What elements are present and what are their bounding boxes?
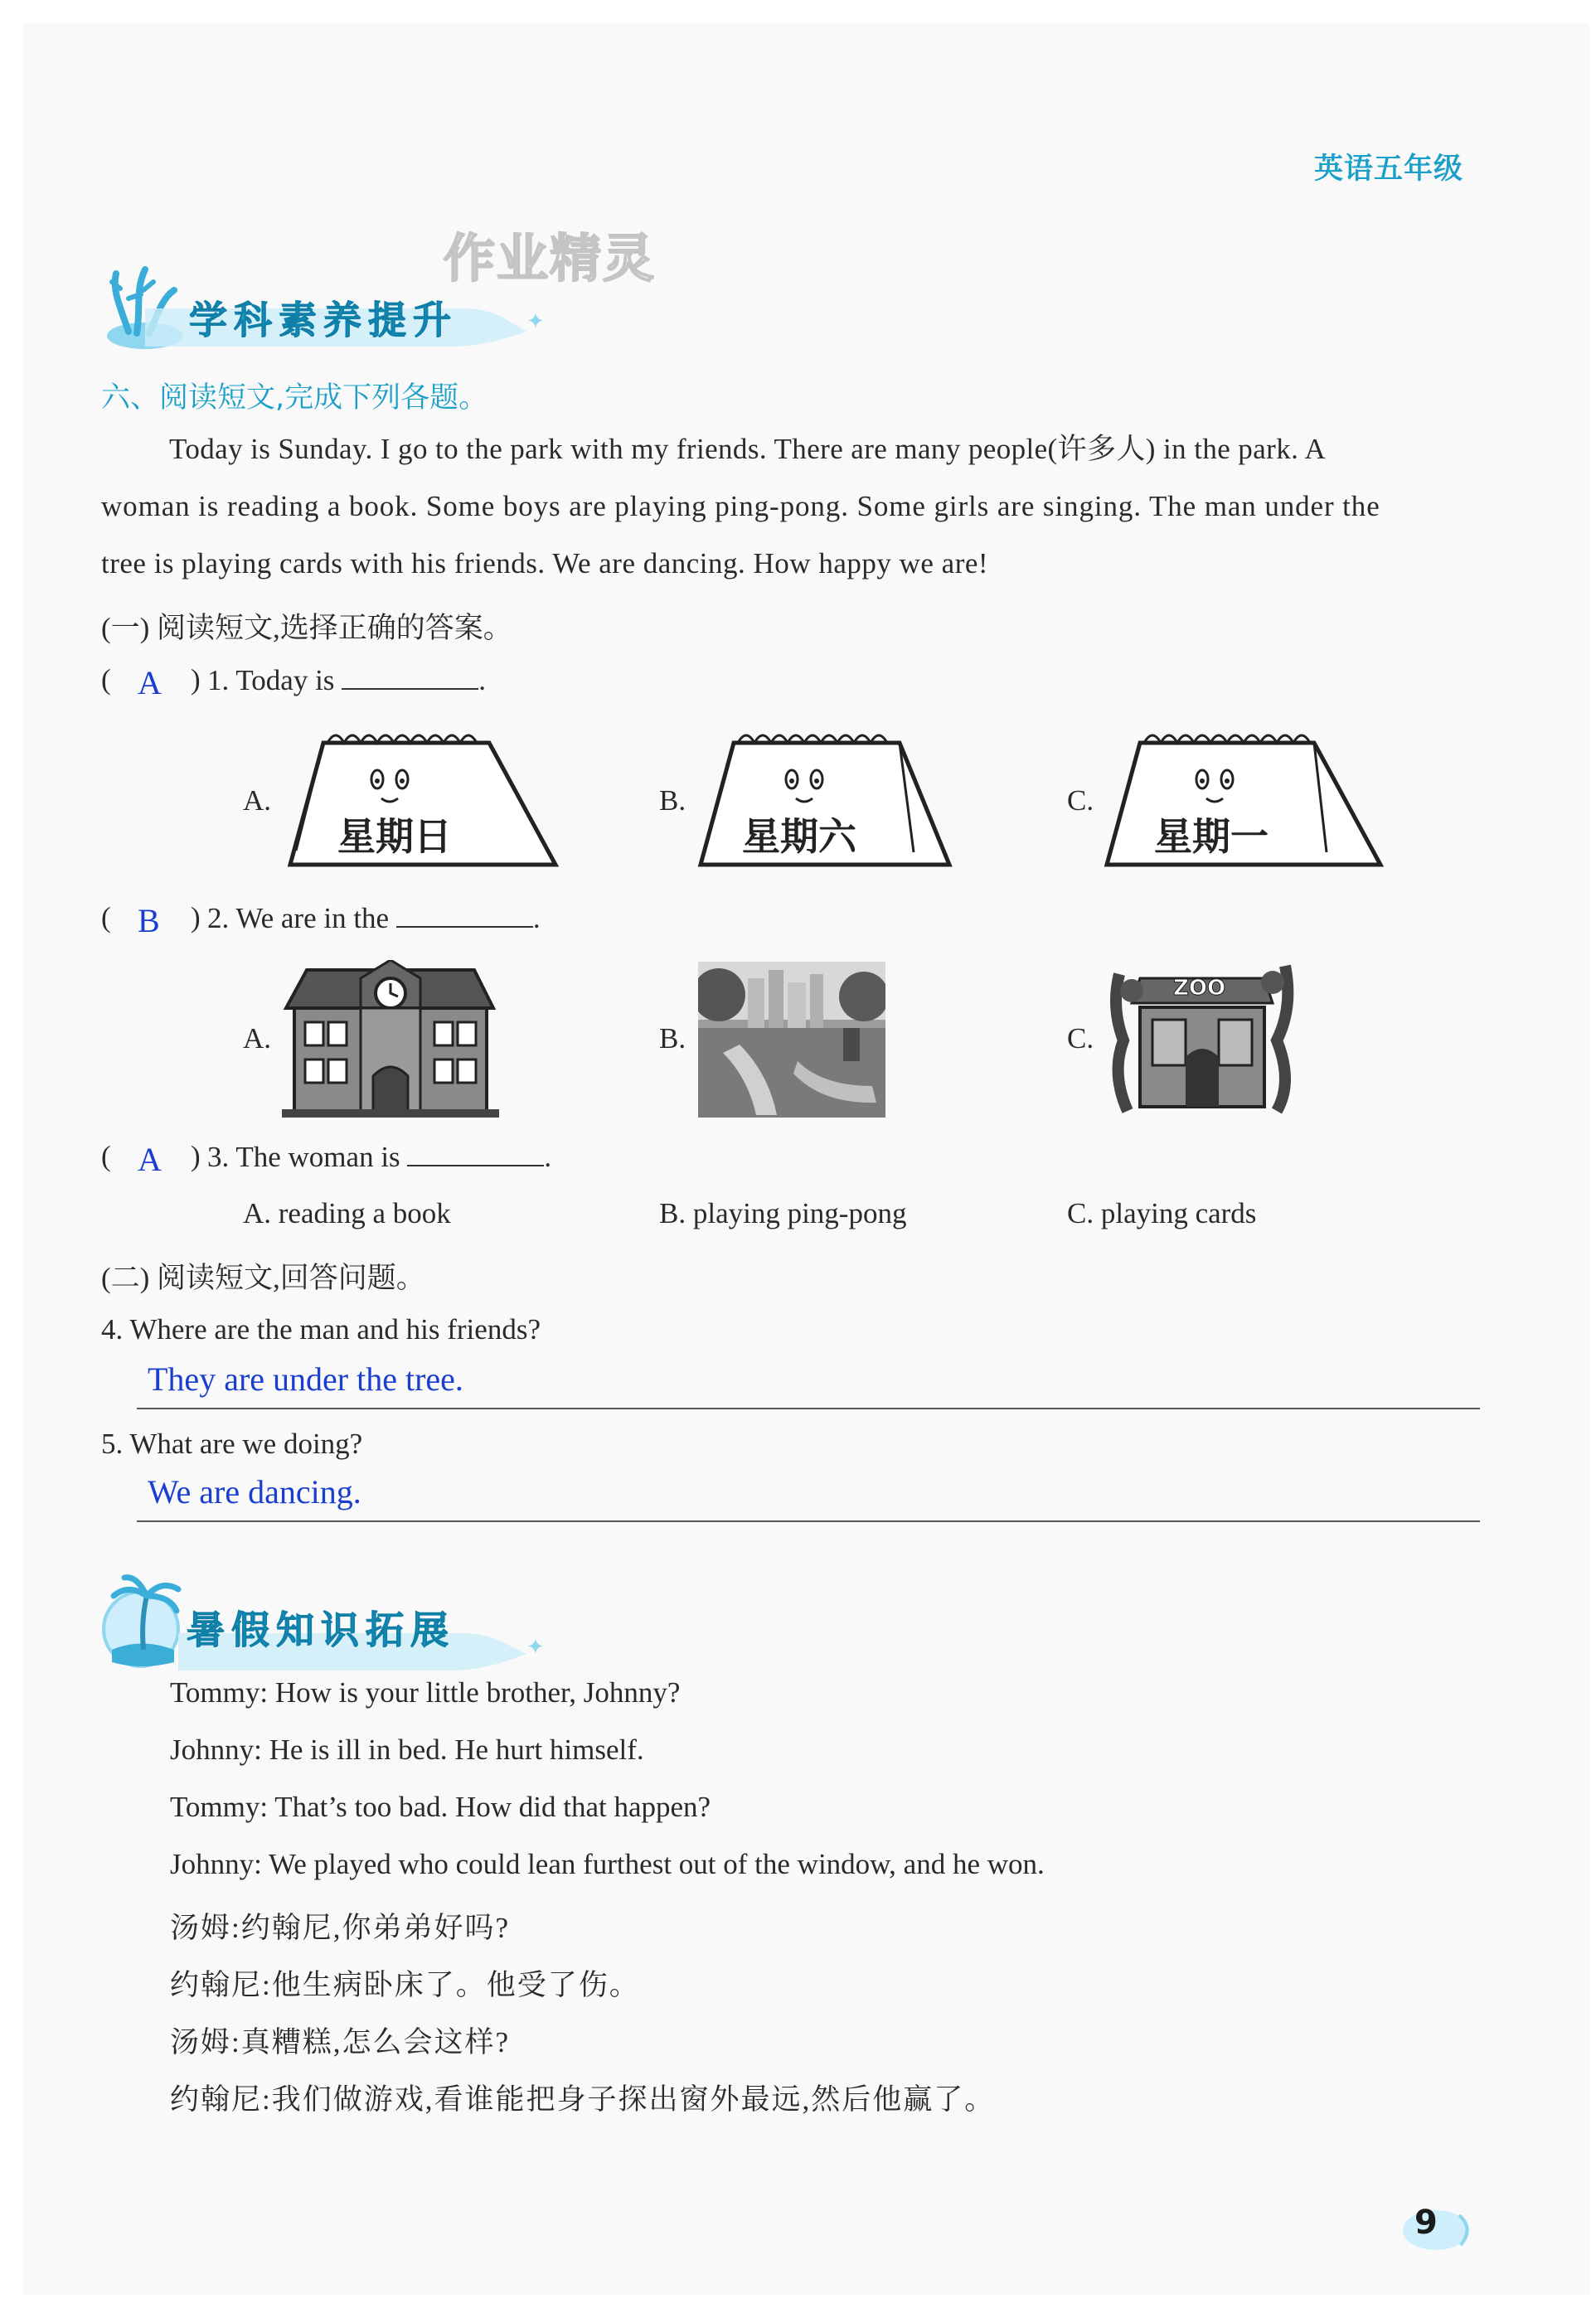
q3-option-b: B. playing ping-pong [659,1197,907,1229]
q1-option-b-label: B. [659,784,686,817]
svg-text:✦: ✦ [526,1635,545,1659]
q3-paren-open: ( [101,1140,111,1172]
dialogue-line [170,1791,1045,1848]
q2-option-b-label: B. [659,1022,686,1055]
speaker: Tommy: [170,1676,269,1709]
q2-answer: B [138,902,160,939]
line-text: How is your little brother, Johnny? [274,1676,681,1709]
zoo-sign: ZOO [1173,976,1226,1001]
q3-option-a: A. reading a book [243,1197,451,1229]
zoo-gate-image [1107,958,1298,1119]
line-text: That’s too bad. How did that happen? [274,1791,711,1823]
watermark: 作业精灵 [444,228,657,289]
q3-paren-close: ) [191,1140,201,1172]
line-text: He is ill in bed. He hurt himself. [269,1734,644,1766]
q1-paren-close: ) [191,663,201,696]
calendar-text: 星期日 [337,814,452,859]
q2-end: . [532,902,541,934]
calendar-text: 星期六 [742,814,856,859]
q1-end: . [478,664,486,696]
q2-option-a-label: A. [243,1022,272,1055]
dialogue-line [170,1848,1045,1905]
calendar-monday-image [1103,728,1385,873]
q2-option-c-label: C. [1067,1022,1094,1055]
translation-line: 汤姆:真糟糕,怎么会这样? [170,2026,511,2058]
speaker: Johnny: [170,1734,262,1766]
q3-blank[interactable] [407,1140,544,1166]
translation-line: 约翰尼:我们做游戏,看谁能把身子探出窗外最远,然后他赢了。 [170,2083,996,2116]
q4-answer-line [137,1408,1480,1409]
q3-end: . [544,1141,552,1173]
translation-line: 汤姆:约翰尼,你弟弟好吗? [170,1912,511,1944]
q4-answer[interactable]: They are under the tree. [148,1360,463,1398]
dialogue-line [170,1676,1045,1734]
exercise-heading: 六、阅读短文,完成下列各题。 [101,381,488,415]
passage-line: woman is reading a book. Some boys are playing ping-pong. Some girls are singing. The man under the [101,490,1380,522]
speaker: Johnny: [170,1848,262,1880]
dialogue-line [170,1734,1045,1791]
translation-line: 约翰尼:他生病卧床了。他受了伤。 [170,1969,640,2001]
q3-answer: A [138,1141,162,1178]
q3-question [207,1140,551,1174]
q1-answer: A [138,664,162,701]
q1-option-c-label: C. [1067,784,1094,817]
q1-question [207,663,486,697]
q2-question [207,901,541,935]
part2-heading: (二) 阅读短文,回答问题。 [101,1262,425,1294]
page-number: 9 [1414,2204,1438,2242]
q1-blank[interactable] [342,663,478,690]
grade-label: 英语五年级 [1314,153,1464,186]
q2-text: 2. We are in the [207,902,390,934]
q4-question: 4. Where are the man and his friends? [101,1313,541,1346]
calendar-saturday-image [696,728,970,873]
part1-heading: (一) 阅读短文,选择正确的答案。 [101,612,512,644]
school-building-image [282,960,499,1119]
q2-paren-close: ) [191,901,201,933]
park-playground-image [698,962,885,1118]
dialogue-english [170,1676,1045,2134]
q1-paren-open: ( [101,663,111,696]
q2-paren-open: ( [101,901,111,933]
q3-option-c: C. playing cards [1067,1197,1257,1229]
q5-answer[interactable]: We are dancing. [148,1473,361,1510]
section-title-literacy: 学科素养提升 [189,298,458,342]
calendar-sunday-image [286,728,560,873]
q1-option-a-label: A. [243,784,272,817]
passage-line: tree is playing cards with his friends. We are dancing. How happy we are! [101,547,989,579]
q1-text: 1. Today is [207,664,335,696]
q5-answer-line [137,1520,1480,1522]
q3-text: 3. The woman is [207,1141,400,1173]
svg-text:✦: ✦ [526,309,545,333]
reading-passage [101,420,1490,592]
page-number-badge [1401,2205,1476,2255]
section-title-summer: 暑假知识拓展 [187,1607,455,1652]
speaker: Tommy: [170,1791,269,1823]
passage-line: Today is Sunday. I go to the park with my friends. There are many people(许多人) in the park. A [169,433,1327,465]
line-text: We played who could lean furthest out of the window, and he won. [268,1848,1045,1880]
q5-question: 5. What are we doing? [101,1428,363,1460]
calendar-text: 星期一 [1154,814,1269,859]
q2-blank[interactable] [396,901,533,928]
